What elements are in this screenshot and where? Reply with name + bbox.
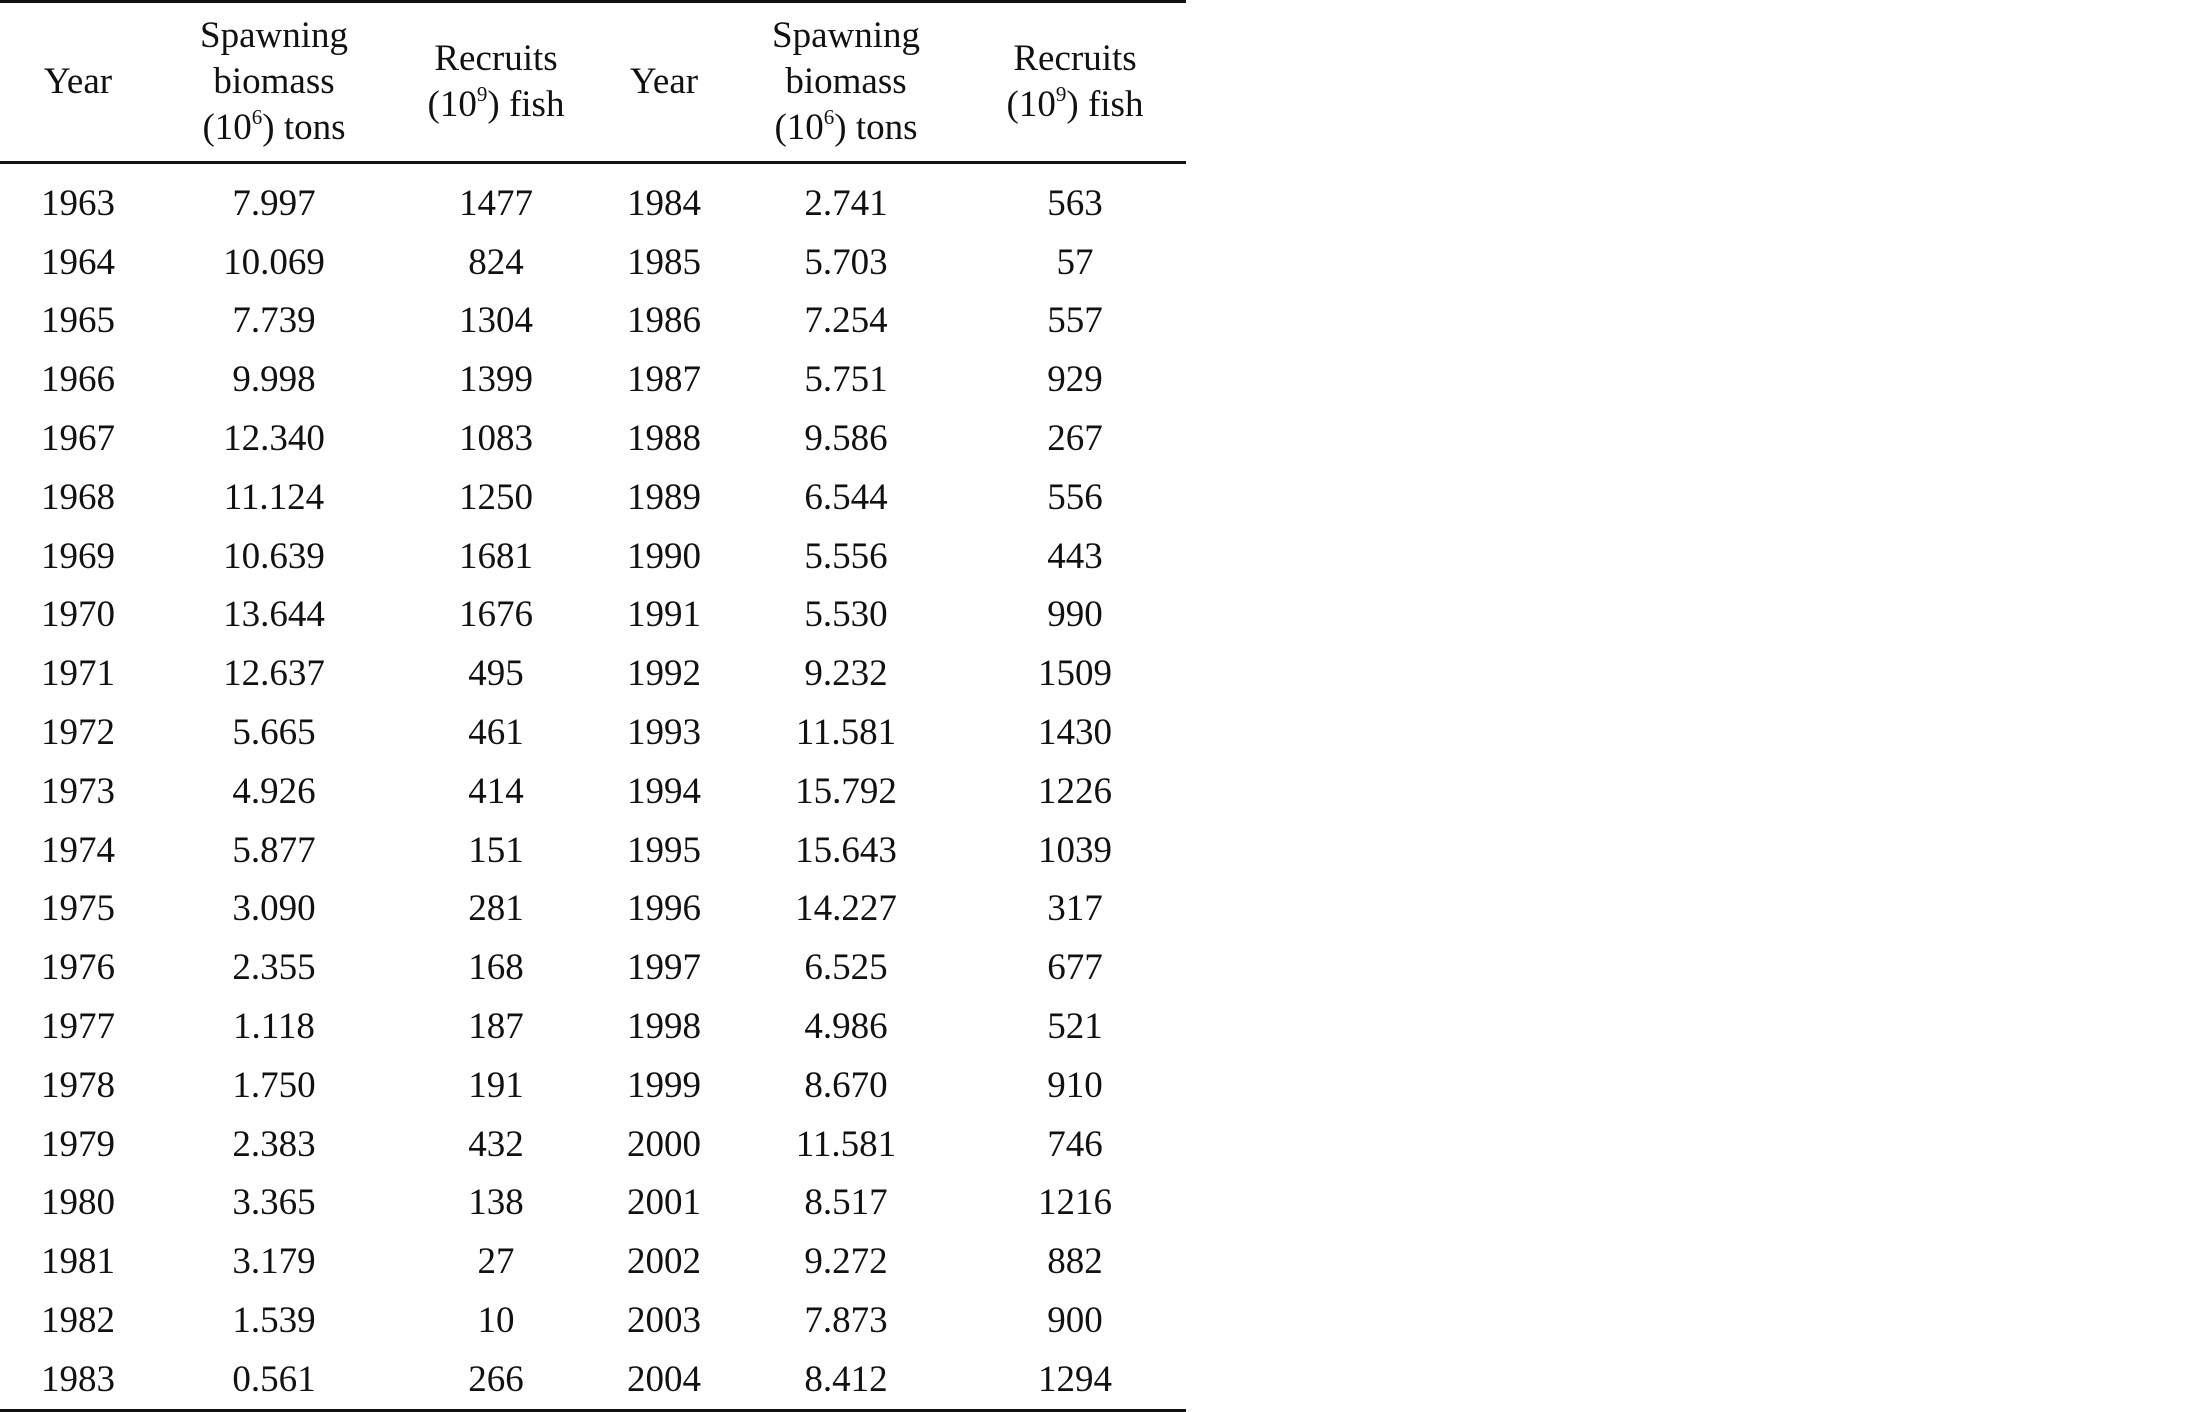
recruits-cell-right: 556	[1047, 476, 1103, 518]
year-cell-left: 1968	[41, 476, 115, 518]
recruits-cell-right: 1430	[1038, 712, 1112, 754]
table-row	[0, 762, 1186, 821]
recruits-cell-right: 910	[1047, 1064, 1103, 1106]
spawning-biomass-cell-right: 9.272	[804, 1241, 888, 1283]
spawning-biomass-cell-left: 2.355	[232, 947, 316, 989]
table-row	[0, 1174, 1186, 1233]
spawning-biomass-cell-left: 1.539	[232, 1300, 316, 1342]
table-row	[0, 586, 1186, 645]
year-cell-right: 1991	[627, 594, 701, 636]
recruits-cell-left: 138	[468, 1182, 524, 1224]
recruits-cell-left: 1681	[459, 535, 533, 577]
spawning-biomass-cell-left: 4.926	[232, 770, 316, 812]
year-cell-right: 1992	[627, 653, 701, 695]
spawning-biomass-cell-left: 3.179	[232, 1241, 316, 1283]
recruits-cell-left: 414	[468, 770, 524, 812]
recruits-cell-left: 1250	[459, 476, 533, 518]
year-cell-right: 1987	[627, 359, 701, 401]
year-cell-right: 1990	[627, 535, 701, 577]
recruits-cell-right: 746	[1047, 1123, 1103, 1165]
table-row	[0, 997, 1186, 1056]
year-cell-right: 1993	[627, 712, 701, 754]
recruits-cell-left: 151	[468, 829, 524, 871]
recruits-cell-right: 521	[1047, 1006, 1103, 1048]
table-row	[0, 292, 1186, 351]
recruits-cell-left: 461	[468, 712, 524, 754]
year-cell-left: 1974	[41, 829, 115, 871]
recruits-cell-left: 1304	[459, 300, 533, 342]
year-cell-right: 1994	[627, 770, 701, 812]
year-cell-left: 1975	[41, 888, 115, 930]
spawning-biomass-cell-right: 2.741	[804, 182, 888, 224]
year-cell-right: 2003	[627, 1300, 701, 1342]
table-row	[0, 527, 1186, 586]
spawning-biomass-cell-left: 12.637	[223, 653, 325, 695]
year-cell-left: 1981	[41, 1241, 115, 1283]
year-cell-left: 1970	[41, 594, 115, 636]
recruits-cell-left: 168	[468, 947, 524, 989]
recruits-header-right: Recruits $(10^9)$ fish	[1006, 38, 1144, 125]
year-cell-left: 1963	[41, 182, 115, 224]
recruits-cell-left: 432	[468, 1123, 524, 1165]
recruits-cell-right: 990	[1047, 594, 1103, 636]
table-row	[0, 350, 1186, 409]
recruits-cell-left: 1083	[459, 418, 533, 460]
year-cell-right: 1989	[627, 476, 701, 518]
year-cell-left: 1979	[41, 1123, 115, 1165]
table-row	[0, 1291, 1186, 1350]
spawning-biomass-cell-left: 0.561	[232, 1358, 316, 1400]
table-row	[0, 1056, 1186, 1115]
recruits-cell-right: 1039	[1038, 829, 1112, 871]
spawning-biomass-cell-left: 7.997	[232, 182, 316, 224]
spawning-biomass-cell-right: 5.556	[804, 535, 888, 577]
year-cell-right: 1999	[627, 1064, 701, 1106]
spawning-biomass-cell-left: 1.750	[232, 1064, 316, 1106]
recruits-cell-left: 10	[477, 1300, 515, 1342]
recruits-cell-right: 929	[1047, 359, 1103, 401]
recruits-cell-right: 882	[1047, 1241, 1103, 1283]
year-cell-right: 2001	[627, 1182, 701, 1224]
spawning-biomass-cell-right: 8.670	[804, 1064, 888, 1106]
recruits-cell-left: 27	[477, 1241, 515, 1283]
spawning-biomass-cell-right: 6.525	[804, 947, 888, 989]
recruits-cell-left: 824	[468, 241, 524, 283]
spawning-biomass-cell-right: 15.643	[795, 829, 897, 871]
spawning-biomass-cell-left: 7.739	[232, 300, 316, 342]
spawning-biomass-cell-left: 11.124	[223, 476, 325, 518]
spawning-biomass-cell-left: 3.090	[232, 888, 316, 930]
year-cell-left: 1977	[41, 1006, 115, 1048]
year-cell-right: 1996	[627, 888, 701, 930]
spawning-biomass-cell-left: 12.340	[223, 418, 325, 460]
table-row	[0, 233, 1186, 292]
table-row	[0, 1232, 1186, 1291]
recruits-cell-right: 563	[1047, 182, 1103, 224]
recruits-cell-right: 443	[1047, 535, 1103, 577]
spawning-biomass-cell-right: 15.792	[795, 770, 897, 812]
recruits-cell-left: 1399	[459, 359, 533, 401]
year-cell-left: 1964	[41, 241, 115, 283]
table-row	[0, 644, 1186, 703]
recruits-cell-left: 191	[468, 1064, 524, 1106]
spawning-biomass-cell-right: 8.517	[804, 1182, 888, 1224]
spawning-biomass-cell-right: 7.254	[804, 300, 888, 342]
table-row	[0, 703, 1186, 762]
year-header-left: Year	[43, 61, 113, 102]
year-cell-right: 2002	[627, 1241, 701, 1283]
table-row	[0, 163, 1186, 233]
table-row	[0, 821, 1186, 880]
spawning-biomass-header-right: Spawning biomass $(10^6)$ tons	[772, 15, 920, 148]
spawning-biomass-cell-left: 1.118	[233, 1006, 315, 1048]
year-cell-right: 2000	[627, 1123, 701, 1165]
recruits-cell-right: 900	[1047, 1300, 1103, 1342]
spawning-biomass-cell-right: 5.751	[804, 359, 888, 401]
year-cell-left: 1980	[41, 1182, 115, 1224]
spawning-biomass-header-left: Spawning biomass $(10^6)$ tons	[200, 15, 348, 148]
recruits-cell-left: 495	[468, 653, 524, 695]
recruits-cell-right: 557	[1047, 300, 1103, 342]
year-cell-left: 1973	[41, 770, 115, 812]
recruits-cell-right: 1294	[1038, 1358, 1112, 1400]
recruits-cell-left: 1676	[459, 594, 533, 636]
table-row	[0, 880, 1186, 939]
spawning-biomass-cell-left: 13.644	[223, 594, 325, 636]
spawning-biomass-cell-right: 4.986	[804, 1006, 888, 1048]
recruits-cell-left: 1477	[459, 182, 533, 224]
spawning-biomass-cell-left: 10.069	[223, 241, 325, 283]
year-cell-right: 1995	[627, 829, 701, 871]
year-cell-left: 1971	[41, 653, 115, 695]
year-cell-left: 1967	[41, 418, 115, 460]
spawning-biomass-cell-right: 14.227	[795, 888, 897, 930]
year-header-right: Year	[629, 61, 699, 102]
year-cell-right: 1998	[627, 1006, 701, 1048]
spawning-biomass-cell-right: 5.530	[804, 594, 888, 636]
year-cell-left: 1982	[41, 1300, 115, 1342]
year-cell-right: 2004	[627, 1358, 701, 1400]
recruits-cell-right: 677	[1047, 947, 1103, 989]
year-cell-left: 1969	[41, 535, 115, 577]
recruits-cell-right: 317	[1047, 888, 1103, 930]
spawning-biomass-cell-right: 11.581	[795, 712, 897, 754]
year-cell-left: 1978	[41, 1064, 115, 1106]
table-row	[0, 938, 1186, 997]
table-row	[0, 1115, 1186, 1174]
header-row	[0, 2, 1186, 163]
spawning-biomass-cell-left: 10.639	[223, 535, 325, 577]
recruits-cell-left: 187	[468, 1006, 524, 1048]
recruits-cell-right: 57	[1056, 241, 1094, 283]
recruits-header-left: Recruits $(10^9)$ fish	[427, 38, 565, 125]
year-cell-right: 1988	[627, 418, 701, 460]
table-body	[0, 163, 1186, 1411]
recruits-cell-left: 281	[468, 888, 524, 930]
spawning-biomass-cell-right: 8.412	[804, 1358, 888, 1400]
table-row	[0, 468, 1186, 527]
table-header	[0, 2, 1186, 163]
recruits-cell-right: 1509	[1038, 653, 1112, 695]
spawning-biomass-cell-left: 9.998	[232, 359, 316, 401]
year-cell-left: 1976	[41, 947, 115, 989]
table-row	[0, 409, 1186, 468]
year-cell-left: 1983	[41, 1358, 115, 1400]
spawning-biomass-cell-right: 9.232	[804, 653, 888, 695]
year-cell-left: 1966	[41, 359, 115, 401]
table-row	[0, 1350, 1186, 1410]
spawning-biomass-cell-left: 5.877	[232, 829, 316, 871]
year-cell-right: 1986	[627, 300, 701, 342]
spawning-biomass-cell-left: 5.665	[232, 712, 316, 754]
spawning-biomass-cell-right: 6.544	[804, 476, 888, 518]
recruits-cell-left: 266	[468, 1358, 524, 1400]
year-cell-left: 1972	[41, 712, 115, 754]
recruits-cell-right: 1226	[1038, 770, 1112, 812]
year-cell-right: 1997	[627, 947, 701, 989]
recruits-cell-right: 267	[1047, 418, 1103, 460]
spawning-biomass-cell-right: 5.703	[804, 241, 888, 283]
spawning-biomass-cell-left: 3.365	[232, 1182, 316, 1224]
year-cell-right: 1985	[627, 241, 701, 283]
spawning-biomass-cell-right: 7.873	[804, 1300, 888, 1342]
spawning-biomass-cell-left: 2.383	[232, 1123, 316, 1165]
spawning-biomass-cell-right: 11.581	[795, 1123, 897, 1165]
recruits-cell-right: 1216	[1038, 1182, 1112, 1224]
year-cell-left: 1965	[41, 300, 115, 342]
year-cell-right: 1984	[627, 182, 701, 224]
spawning-biomass-cell-right: 9.586	[804, 418, 888, 460]
